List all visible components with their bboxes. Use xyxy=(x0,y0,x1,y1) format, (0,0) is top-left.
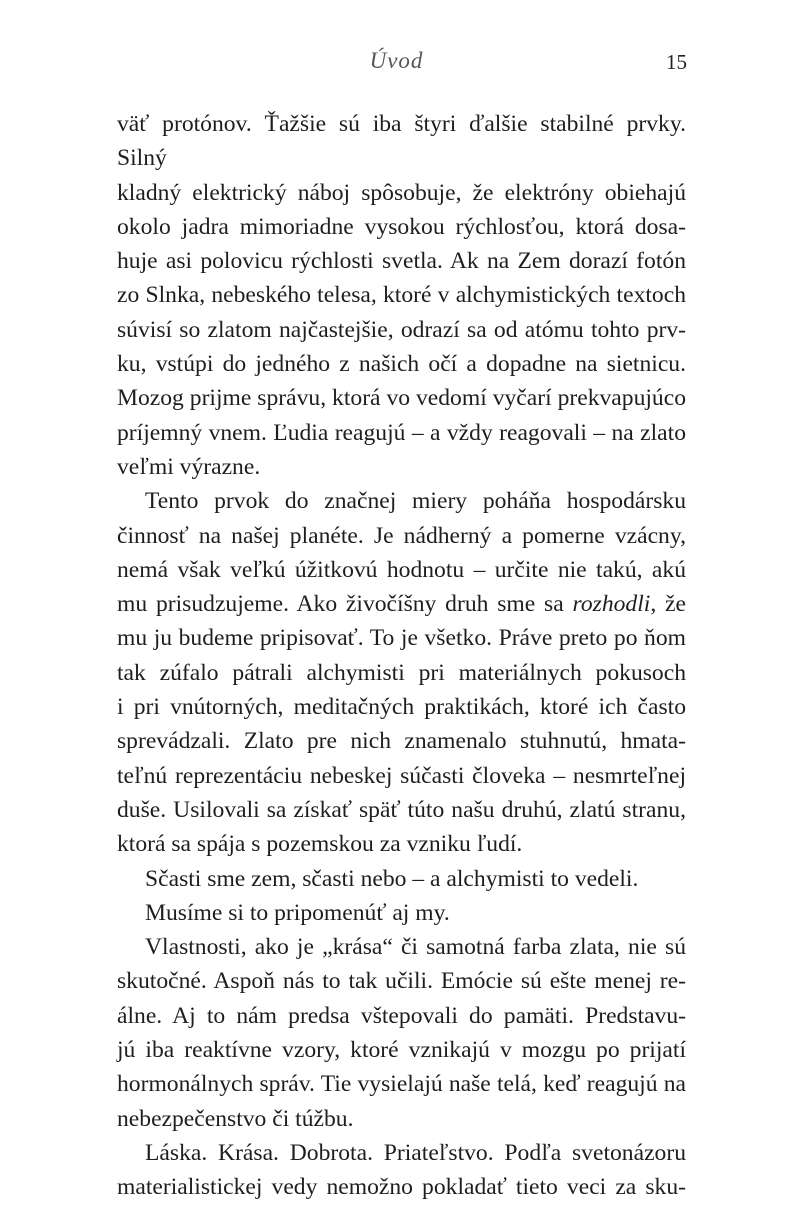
text-line: nebezpečenstvo či túžbu. xyxy=(117,1105,354,1132)
text-line: teľnú reprezentáciu nebeskej súčasti človeka – nesmrteľnej xyxy=(117,762,686,789)
text-line: skutočné. Aspoň nás to tak učili. Emócie sú ešte menej re- xyxy=(117,968,686,995)
text-line: Sčasti sme zem, sčasti nebo – a alchymisti to vedeli. xyxy=(145,865,639,892)
text-line: väť protónov. Ťažšie sú iba štyri ďalšie stabilné prvky. Silný xyxy=(117,111,686,172)
section-title: Úvod xyxy=(369,48,424,73)
text-line: sprevádzali. Zlato pre nich znamenalo stuhnutú, hmata- xyxy=(117,728,686,755)
text-line: i pri vnútorných, meditačných praktikách, ktoré ich často xyxy=(117,694,686,721)
text-line: materialistickej vedy nemožno pokladať tieto veci za sku- xyxy=(117,1174,686,1201)
text-segment: mu prisudzujeme. Ako živočíšny druh sme sa xyxy=(117,591,573,618)
paragraph xyxy=(117,862,686,896)
text-line: Tento prvok do značnej miery poháňa hospodársku xyxy=(145,488,686,515)
text-line: príjemný vnem. Ľudia reagujú – a vždy reagovali – na zlato xyxy=(117,419,686,446)
text-line: duše. Usilovali sa získať späť túto našu druhú, zlatú stranu, xyxy=(117,796,686,823)
text-line: Mozog prijme správu, ktorá vo vedomí vyčarí prekvapujúco xyxy=(117,385,686,412)
text-line: Musíme si to pripomenúť aj my. xyxy=(145,899,450,926)
text-line: álne. Aj to nám predsa vštepovali do pamäti. Predstavu- xyxy=(117,1002,686,1029)
text-line: ktorá sa spája s pozemskou za vzniku ľudí. xyxy=(117,831,523,858)
paragraph xyxy=(117,896,686,930)
paragraph xyxy=(117,930,686,1136)
text-line-with-emphasis xyxy=(117,587,686,621)
text-line: Láska. Krása. Dobrota. Priateľstvo. Podľa svetonázoru xyxy=(145,1139,686,1166)
running-header xyxy=(0,46,793,78)
paragraph xyxy=(117,107,686,484)
text-line: huje asi polovicu rýchlosti svetla. Ak na Zem dorazí fotón xyxy=(117,248,686,275)
text-segment: , že xyxy=(650,591,686,618)
page-number: 15 xyxy=(666,50,687,74)
text-line: hormonálnych správ. Tie vysielajú naše telá, keď reagujú na xyxy=(117,1071,686,1098)
text-line: zo Slnka, nebeského telesa, ktoré v alchymistických textoch xyxy=(117,282,686,309)
text-line: mu ju budeme pripisovať. To je všetko. Práve preto po ňom xyxy=(117,625,686,652)
text-line: tak zúfalo pátrali alchymisti pri materiálnych pokusoch xyxy=(117,659,686,686)
text-line: súvisí so zlatom najčastejšie, odrazí sa od atómu tohto prv- xyxy=(117,316,686,343)
text-line: Vlastnosti, ako je „krása“ či samotná farba zlata, nie sú xyxy=(145,934,686,961)
text-line: kladný elektrický náboj spôsobuje, že elektróny obiehajú xyxy=(117,179,686,206)
text-line: jú iba reaktívne vzory, ktoré vznikajú v mozgu po prijatí xyxy=(117,1037,686,1064)
body-text xyxy=(117,107,686,1205)
emphasized-word: rozhodli xyxy=(572,591,651,618)
paragraph xyxy=(117,1136,686,1205)
text-line: činnosť na našej planéte. Je nádherný a pomerne vzácny, xyxy=(117,522,686,549)
text-line: ku, vstúpi do jedného z našich očí a dopadne na sietnicu. xyxy=(117,351,686,378)
paragraph xyxy=(117,484,686,861)
text-line: okolo jadra mimoriadne vysokou rýchlosťou, ktorá dosa- xyxy=(117,213,686,240)
text-line: veľmi výrazne. xyxy=(117,453,261,480)
text-line: nemá však veľkú úžitkovú hodnotu – určite nie takú, akú xyxy=(117,556,686,583)
